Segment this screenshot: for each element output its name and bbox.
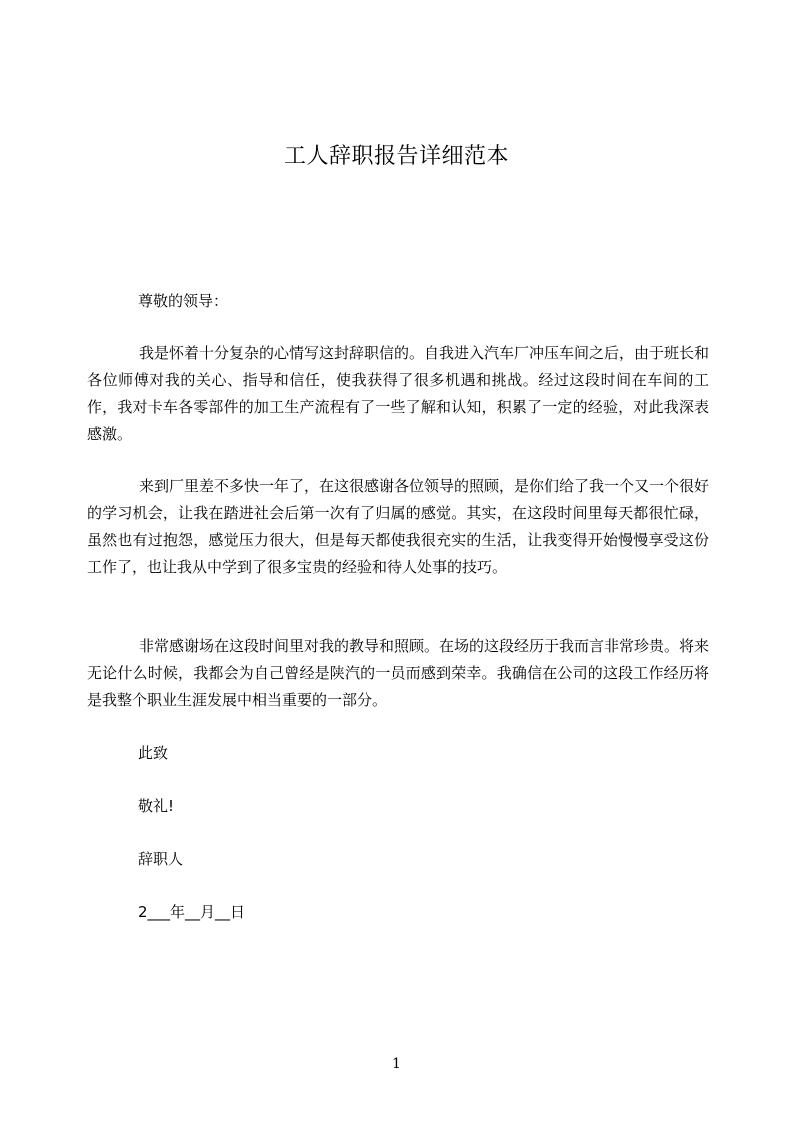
page-number: 1 <box>392 1056 401 1072</box>
signer-label: 辞职人 <box>138 850 184 868</box>
body-paragraph-3: 非常感谢场在这段时间里对我的教导和照顾。在场的这段经历于我而言非常珍贵。将来无论什么时候，我都会为自己曾经是陕汽的一员而感到荣幸。我确信在公司的这段工作经历将是我整个职业生涯发展中相当重要的一部分。 <box>87 637 710 709</box>
body-paragraph-1: 我是怀着十分复杂的心情写这封辞职信的。自我进入汽车厂冲压车间之后，由于班长和各位师傅对我的关心、指导和信任，使我获得了很多机遇和挑战。经过这段时间在车间的工作，我对卡车各零部件的加工生产流程有了一些了解和认知，积累了一定的经验，对此我深表感激。 <box>87 344 710 443</box>
document-title: 工人辞职报告详细范本 <box>283 144 509 169</box>
closing-salute: 敬礼! <box>138 797 175 815</box>
salutation: 尊敬的领导： <box>138 292 229 310</box>
date-line: 2___年__月__日 <box>138 903 246 921</box>
closing-greeting: 此致 <box>138 744 169 762</box>
body-paragraph-2: 来到厂里差不多快一年了，在这很感谢各位领导的照顾，是你们给了我一个又一个很好的学习机会，让我在踏进社会后第一次有了归属的感觉。其实，在这段时间里每天都很忙碌，虽然也有过抱怨，感觉压力很大，但是每天都使我很充实的生活，让我变得开始慢慢享受这份工作了，也让我从中学到了很多宝贵的经验和待人处事的技巧。 <box>87 477 710 576</box>
